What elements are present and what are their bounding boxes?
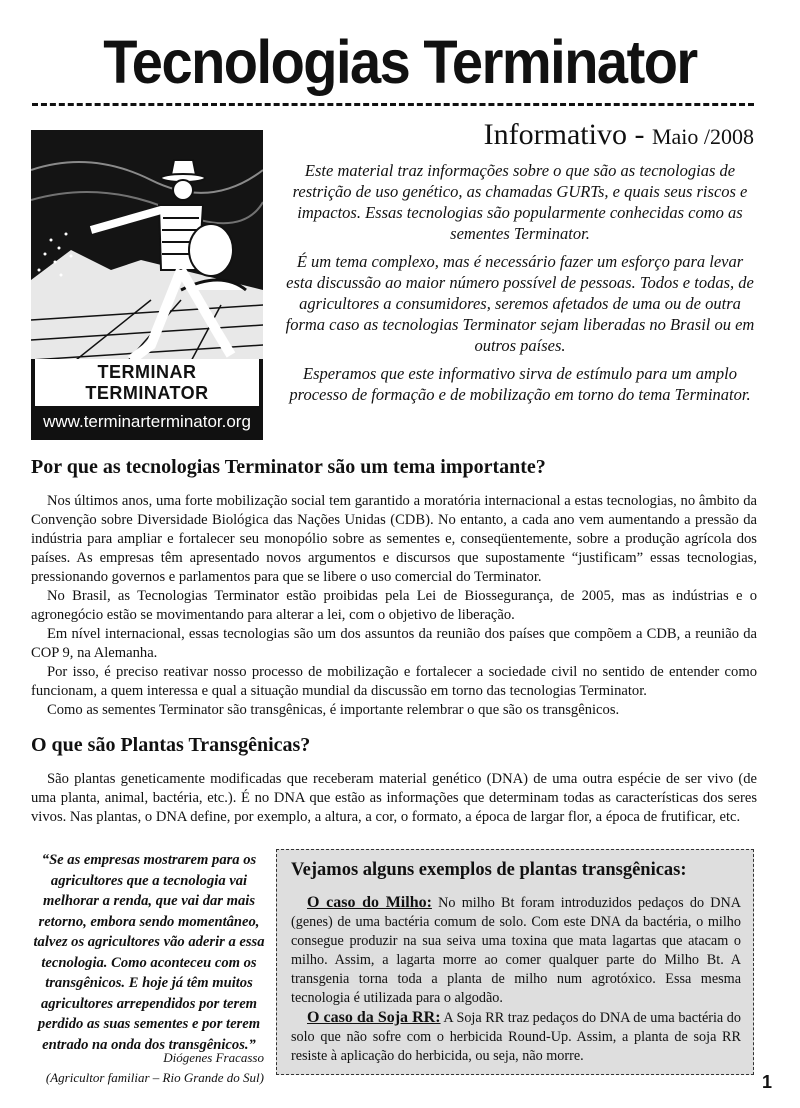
body-paragraph: Nos últimos anos, uma forte mobilização social tem garantido a moratória internacional a estas tecnologias, no âmbito da Convenção sobre Diversidade Biológica das Nações Unidas (CDB). No entanto, a cada ano vem aumentando a pressão da indústria para ampliar e fortalecer seu monopólio sobre as sementes e, conseqüentemente, sobre a produção agrícola dos países. As empresas têm apresentado novos argumentos e discursos que supostamente “justificam” essas tecnologias, pressionando governos e parlamentos para que se libere o uso comercial do Terminator.: [31, 493, 757, 585]
campaign-url: www.terminarterminator.org: [43, 412, 251, 431]
sower-illustration: [31, 130, 263, 440]
intro-paragraph: É um tema complexo, mas é necessário fazer um esforço para levar esta discussão ao maior número possível de pessoas. Todos e todas, de agricultores a consumidores, seremos afetados de uma ou de outra forma caso as tecnologias Terminator sejam liberadas no Brasil ou em outros países.: [285, 252, 755, 355]
example-text: No milho Bt foram introduzidos pedaços do DNA (genes) de uma bactéria comum de solo. Com este DNA da bactéria, o milho consegue produzir na sua seiva uma toxina que mata lagartas que atacam o milho. Assim, a lagarta morre ao comer qualquer parte do Milho Bt. A transgenia torna toda a planta de milho num agrotóxico. Essa mesma tecnologia é utilizada para o algodão.: [291, 895, 742, 1006]
issue-date: Maio /2008: [651, 124, 754, 149]
example-title: O caso da Soja RR:: [307, 1009, 441, 1026]
newsletter-title: Tecnologias Terminator: [103, 26, 697, 97]
quote-author-role: (Agricultor familiar – Rio Grande do Sul): [45, 1070, 264, 1085]
illustration-caption: [31, 359, 263, 440]
examples-box: [276, 849, 754, 1075]
title-divider: [32, 103, 754, 106]
section-heading-transgenics: O que são Plantas Transgênicas?: [31, 734, 311, 756]
section-body-transgenics: [31, 770, 757, 827]
farmer-quote: “Se as empresas mostrarem para os agricultores que a tecnologia vai melhorar a renda, que vai dar mais retorno, embora sendo momentâneo, talvez os agricultores vão aderir a essa tecnologia. Como aconteceu com os transgênicos. E hoje já têm muitos agricultores arrependidos por terem perdido as suas sementes e por terem entrado na onda dos transgênicos.”: [33, 852, 265, 1053]
sower-artwork: [31, 130, 263, 380]
intro-text: [285, 160, 755, 412]
issue-label: Informativo -: [483, 118, 645, 151]
body-paragraph: Em nível internacional, essas tecnologias são um dos assuntos da reunião dos países que compõem a CDB, a reunião da COP 9, na Alemanha.: [31, 626, 757, 661]
example-soy: [291, 1008, 741, 1066]
body-paragraph: No Brasil, as Tecnologias Terminator estão proibidas pela Lei de Biossegurança, de 2005, mas as indústrias e o agronegócio estão se movimentando para alterar a lei, com o objetivo de liberação.: [31, 588, 757, 623]
page-number: 1: [761, 1072, 772, 1092]
section-heading-importance: Por que as tecnologias Terminator são um tema importante?: [31, 456, 546, 478]
examples-heading: Vejamos alguns exemplos de plantas transgênicas:: [291, 860, 687, 880]
example-text: A Soja RR traz pedaços do DNA de uma bactéria do solo que não sofre com o herbicida Round-Up. Assim, a planta de soja RR resiste à aplicação do herbicida, ou seja, não morre.: [291, 1010, 741, 1064]
quote-attribution: [31, 1048, 264, 1088]
intro-paragraph: Este material traz informações sobre o que são as tecnologias de restrição de uso genético, as chamadas GURTs, e quais seus riscos e impactos. Essas tecnologias são popularmente conhecidas como as sementes Terminator.: [292, 161, 748, 243]
issue-line: [484, 118, 754, 154]
intro-paragraph: Esperamos que este informativo sirva de estímulo para um amplo processo de formação e de mobilização em torno do tema Terminator.: [289, 364, 751, 404]
section-body-importance: [31, 492, 757, 720]
quote-author: Diógenes Fracasso: [163, 1050, 264, 1065]
body-paragraph: São plantas geneticamente modificadas que receberam material genético (DNA) de uma outra espécie de ser vivo (de uma planta, animal, bactéria, etc.). É no DNA que estão as informações que determinam todas as características dos seres vivos. Nas plantas, o DNA define, por exemplo, a altura, a cor, o formato, a época de largar flor, a época de frutificar, etc.: [31, 771, 757, 825]
campaign-name: TERMINAR TERMINATOR: [35, 359, 259, 406]
body-paragraph: Por isso, é preciso reativar nosso processo de mobilização e fortalecer a sociedade civil no sentido de entender como funcionam, a quem interessa e qual a situação mundial da discussão em torno das tecnologias Terminator.: [31, 664, 757, 699]
body-paragraph: Como as sementes Terminator são transgênicas, é importante relembrar o que são os transgênicos.: [47, 702, 620, 718]
example-corn: [291, 893, 741, 1008]
example-title: O caso do Milho:: [307, 894, 432, 911]
